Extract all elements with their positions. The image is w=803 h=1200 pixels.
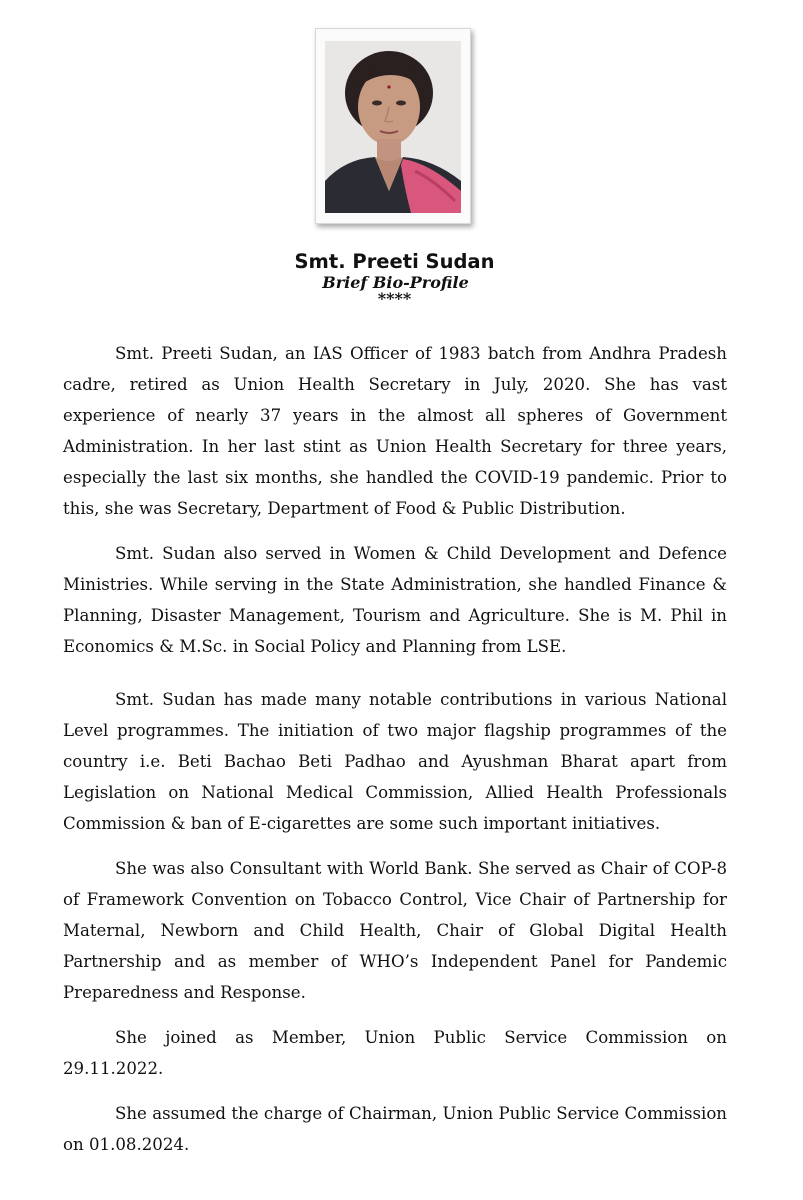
paragraph-contributions: Smt. Sudan has made many notable contributions in various National Level programmes. The initiation of two major flagship programmes of the country i.e. Beti Bachao Beti Padhao and Ayushman Bharat apart from Legislation on National Medical Commission, Allied Health Professionals Commission & ban of E-cigarettes are some such important initiatives. [63, 690, 727, 833]
paragraph-upsc-chairman: She assumed the charge of Chairman, Union Public Service Commission on 01.08.2024. [63, 1104, 727, 1154]
paragraph-international-roles: She was also Consultant with World Bank. She served as Chair of COP-8 of Framework Convention on Tobacco Control, Vice Chair of Partnership for Maternal, Newborn and Child Health, Chair of Global Digital Health Partnership and as member of WHO’s Independent Panel for Pandemic Preparedness and Response. [63, 859, 727, 1002]
bio-body [63, 338, 727, 1160]
separator-stars: **** [377, 288, 412, 308]
person-name: Smt. Preeti Sudan [294, 250, 495, 273]
paragraph-upsc-member: She joined as Member, Union Public Service Commission on 29.11.2022. [63, 1028, 727, 1078]
paragraph-career-summary: Smt. Preeti Sudan, an IAS Officer of 1983 batch from Andhra Pradesh cadre, retired as Union Health Secretary in July, 2020. She has vast experience of nearly 37 years in the almost all spheres of Government Administration. In her last stint as Union Health Secretary for three years, especially the last six months, she handled the COVID-19 pandemic. Prior to this, she was Secretary, Department of Food & Public Distribution. [63, 344, 727, 518]
document-subtitle: Brief Bio-Profile [322, 273, 469, 293]
portrait-photo-frame [315, 28, 471, 224]
paragraph-ministries-education: Smt. Sudan also served in Women & Child Development and Defence Ministries. While serving in the State Administration, she handled Finance & Planning, Disaster Management, Tourism and Agriculture. She is M. Phil in Economics & M.Sc. in Social Policy and Planning from LSE. [63, 544, 727, 656]
portrait-photo [325, 41, 461, 213]
heading [0, 250, 803, 308]
